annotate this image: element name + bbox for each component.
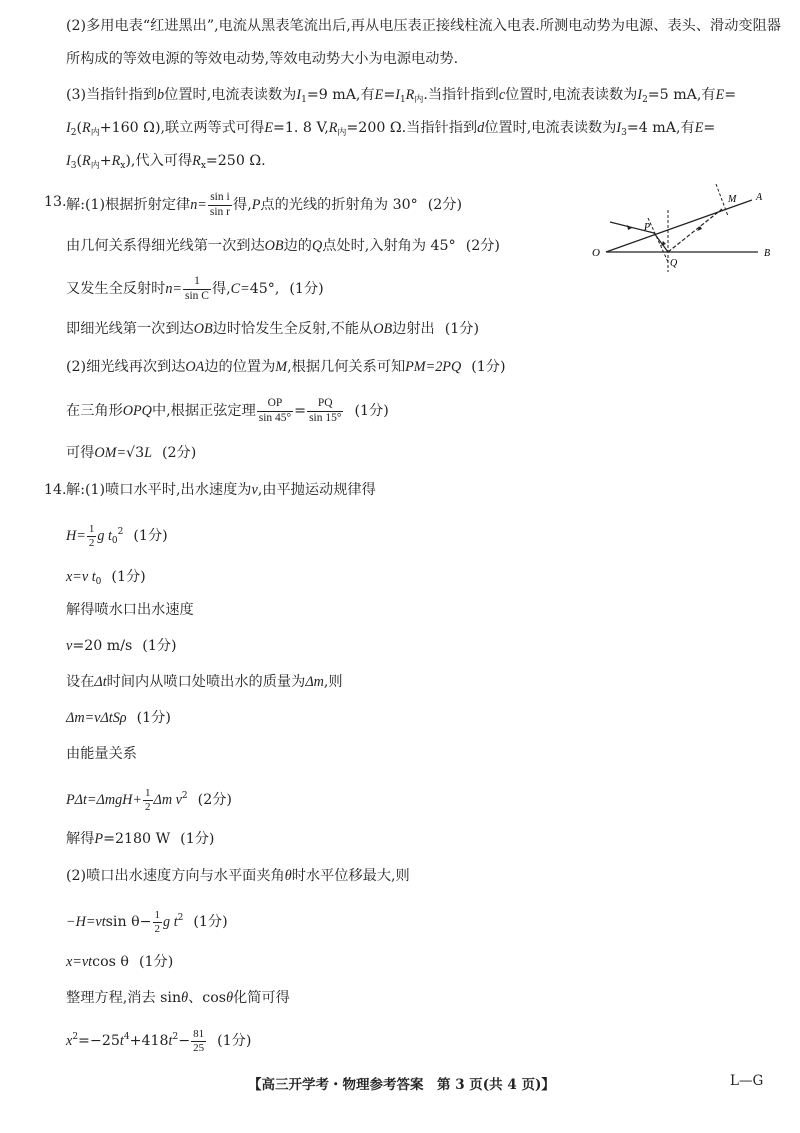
p12-line-5: [66, 151, 266, 176]
t: 位置时,电流表读数为: [484, 120, 617, 136]
t: 1: [301, 95, 307, 105]
t: 时间内从喷口处喷出水的质量为: [106, 674, 306, 690]
t: E: [374, 87, 384, 103]
t: 解得: [66, 831, 95, 847]
q14-line-6: [66, 672, 343, 692]
t: 中,根据正弦定理: [151, 403, 256, 419]
t: (: [76, 153, 83, 169]
score: (1分): [471, 359, 506, 375]
t: OB: [373, 321, 393, 337]
t: 位置时,电流表读数为: [164, 87, 297, 103]
score: (1分): [444, 321, 479, 337]
t: 3: [621, 128, 627, 138]
fraction: [307, 398, 343, 424]
q13-line-7: [66, 443, 196, 463]
q13-line-5: [66, 357, 506, 377]
t: =: [294, 403, 307, 419]
fraction: [143, 788, 153, 813]
score: (1分): [136, 710, 171, 726]
label-q: Q: [670, 258, 678, 269]
score: (2分): [465, 238, 500, 254]
t: OB: [193, 321, 213, 337]
score: (1分): [133, 528, 168, 544]
p12-line-4: [66, 118, 715, 143]
t: c: [498, 87, 506, 103]
t: θ: [226, 990, 234, 1006]
t: E: [715, 87, 725, 103]
score: (2分): [162, 445, 197, 461]
q13-line-1: [66, 192, 462, 218]
numerator: 81: [193, 1027, 205, 1040]
t: 45°,: [249, 281, 280, 297]
t: 位置时,电流表读数为: [505, 87, 638, 103]
q14-line-8: 由能量关系: [66, 746, 137, 762]
t: 可得: [66, 445, 95, 461]
t: (2)喷口出水速度方向与水平面夹角: [66, 868, 285, 884]
q14-line-12: [66, 908, 228, 935]
p12-line-1: (2)多用电表“红进黑出”,电流从黑表笔流出后,再从电压表正接线柱流入电表.所测电动势为电源、表头、滑动变阻器: [66, 18, 781, 34]
denominator: 25: [193, 1041, 205, 1054]
t: R: [82, 153, 91, 169]
t: 1: [399, 95, 406, 105]
t: 得,: [233, 197, 252, 213]
t: −: [178, 1033, 191, 1049]
t: =−25: [78, 1033, 120, 1049]
denominator: sin 15°: [309, 411, 342, 424]
p12-line-3: [66, 85, 736, 110]
t: R: [328, 120, 338, 136]
t: 内: [90, 161, 100, 171]
score: (2分): [197, 792, 232, 808]
t: 、cos: [188, 990, 227, 1006]
t: x=vt: [66, 954, 93, 970]
t: OA: [185, 359, 205, 375]
t: 边射出: [392, 321, 435, 337]
q14-line-14: [66, 988, 290, 1008]
t: 即细光线第一次到达: [66, 321, 194, 337]
score: (1分): [111, 569, 146, 585]
t: 2: [72, 1032, 79, 1042]
label-m: M: [728, 194, 737, 205]
q14-line-13: [66, 952, 173, 972]
t: =5 mA,有: [647, 87, 716, 103]
t: 2: [172, 1032, 179, 1042]
t: P: [94, 831, 104, 847]
t: Δm v: [153, 792, 182, 808]
t: =1. 8 V,: [272, 120, 329, 136]
t: 解:(1)根据折射定律: [66, 197, 191, 213]
t: n=: [165, 281, 182, 297]
q14-number: 14.: [44, 482, 67, 498]
t: 内: [414, 95, 424, 105]
fraction: [153, 910, 163, 935]
score: (2分): [427, 197, 463, 213]
paper-code: L—G: [730, 1073, 764, 1089]
q13-number: 13.: [44, 194, 67, 210]
t: PM=2PQ: [405, 359, 462, 375]
t: sin θ−: [105, 914, 152, 930]
t: 3: [70, 161, 77, 171]
optics-figure: [588, 180, 774, 276]
fraction: [183, 276, 211, 302]
t: P: [251, 197, 261, 213]
t: =4 mA,有: [626, 120, 695, 136]
t: I: [637, 87, 643, 103]
t: Δm: [305, 674, 324, 690]
denominator: sin r: [209, 205, 230, 218]
t: +160 Ω),联立两等式可得: [99, 120, 265, 136]
score: (1分): [138, 954, 174, 970]
t: b: [157, 87, 165, 103]
t: x: [66, 1033, 73, 1049]
denominator: 2: [145, 800, 151, 813]
q14-line-3: [66, 567, 146, 592]
t: 边的位置为: [204, 359, 276, 375]
t: +418: [129, 1033, 169, 1049]
t: 化简可得: [233, 990, 290, 1006]
numerator: sin i: [208, 192, 232, 206]
t: 内: [90, 128, 100, 138]
score: (1分): [289, 281, 324, 297]
t: θ: [181, 990, 189, 1006]
t: v: [66, 638, 73, 654]
score: (1分): [142, 638, 177, 654]
numerator: 1: [183, 276, 211, 290]
t: (2)细光线再次到达: [66, 359, 186, 375]
t: √3: [126, 445, 145, 461]
q13-line-4: [66, 319, 479, 339]
t: g t: [97, 528, 112, 544]
t: =9 mA,有: [306, 87, 375, 103]
t: x: [200, 161, 206, 171]
label-a: A: [756, 192, 763, 203]
t: 点的光线的折射角为 30°: [260, 197, 418, 213]
t: L: [144, 445, 152, 461]
t: 整理方程,消去 sin: [66, 990, 182, 1006]
q14-line-7: [66, 708, 171, 728]
t: I: [66, 120, 71, 136]
score: (1分): [217, 1033, 252, 1049]
t: ),代入可得: [125, 153, 193, 169]
score: (1分): [354, 403, 389, 419]
q14-line-15: [66, 1027, 251, 1054]
denominator: 2: [88, 536, 95, 549]
t: Δm=vΔtSρ: [66, 710, 127, 726]
t: Δt: [94, 674, 107, 690]
score: (1分): [180, 831, 215, 847]
t: ,由平抛运动规律得: [257, 482, 376, 498]
t: x=v t: [66, 569, 96, 585]
t: d: [477, 120, 485, 136]
label-b: B: [764, 248, 771, 259]
denominator: sin 45°: [258, 411, 292, 424]
q13-line-6: [66, 398, 389, 424]
t: R: [82, 120, 91, 136]
numerator: PQ: [307, 398, 343, 412]
t: v: [251, 482, 258, 498]
ray-pq: [654, 233, 668, 252]
t: θ: [284, 868, 292, 884]
t: E: [694, 120, 704, 136]
t: C=: [230, 281, 250, 297]
t: =: [383, 87, 396, 103]
label-o: O: [592, 247, 600, 259]
t: =: [724, 87, 737, 103]
fraction: [257, 398, 293, 424]
t: =250 Ω.: [205, 153, 266, 169]
t: 时水平位移最大,则: [291, 868, 410, 884]
t: 2: [642, 95, 648, 105]
t: 解:(1)喷口水平时,出水速度为: [66, 482, 252, 498]
t: 设在: [66, 674, 95, 690]
t: ,根据几何关系可知: [287, 359, 406, 375]
t: Q: [311, 238, 323, 254]
t: 内: [337, 128, 347, 138]
fraction: [87, 524, 97, 549]
t: R: [111, 153, 121, 169]
t: (3)当指针指到: [66, 87, 158, 103]
denominator: 2: [154, 922, 161, 935]
t: ,则: [323, 674, 343, 690]
t: g t: [163, 914, 178, 930]
t: =2180 W: [103, 831, 171, 847]
q13-line-2: [66, 236, 500, 256]
t: +: [99, 153, 112, 169]
t: (: [76, 120, 83, 136]
q14-line-5: [66, 636, 177, 656]
t: 边的: [283, 238, 312, 254]
t: 2: [117, 527, 124, 537]
t: M: [275, 359, 288, 375]
fraction: [191, 1029, 206, 1054]
t: −H=vt: [66, 914, 106, 930]
p12-line-2: 所构成的等效电源的等效电动势,等效电动势大小为电源电动势.: [66, 51, 459, 67]
numerator: 1: [154, 908, 161, 921]
q14-line-11: [66, 866, 410, 886]
t: R: [405, 87, 415, 103]
t: 2: [177, 913, 184, 923]
t: H=: [66, 528, 86, 544]
t: =200 Ω.当指针指到: [346, 120, 478, 136]
ray-qm: [668, 209, 722, 252]
denominator: sin C: [185, 289, 209, 302]
t: 0: [95, 577, 102, 587]
t: 得,: [211, 281, 231, 297]
q14-line-9: [66, 786, 232, 813]
t: R: [192, 153, 201, 169]
t: I: [395, 87, 400, 103]
t: 2: [70, 128, 77, 138]
q14-line-2: [66, 522, 168, 551]
t: t: [168, 1033, 173, 1049]
t: PΔt=ΔmgH+: [66, 792, 142, 808]
numerator: 1: [145, 786, 151, 799]
t: OM=: [94, 445, 127, 461]
t: 由几何关系得细光线第一次到达: [66, 238, 265, 254]
t: 边时恰发生全反射,不能从: [212, 321, 374, 337]
t: OB: [264, 238, 284, 254]
t: x: [120, 161, 126, 171]
q13-line-3: [66, 276, 324, 302]
t: I: [616, 120, 622, 136]
numerator: 1: [88, 522, 95, 535]
t: E: [264, 120, 273, 136]
t: =: [703, 120, 716, 136]
score: (1分): [193, 914, 228, 930]
t: I: [296, 87, 302, 103]
normal-p: [648, 218, 668, 262]
q14-line-10: [66, 829, 214, 849]
t: =20 m/s: [72, 638, 133, 654]
t: OPQ: [122, 403, 152, 419]
t: 2: [181, 791, 188, 801]
t: t: [119, 1033, 124, 1049]
q14-line-4: 解得喷水口出水速度: [66, 602, 194, 618]
fraction: [208, 192, 232, 218]
t: n=: [190, 197, 207, 213]
t: 4: [123, 1032, 130, 1042]
t: 点处时,入射角为 45°: [322, 238, 456, 254]
t: 在三角形: [66, 403, 123, 419]
t: I: [66, 153, 71, 169]
t: .当指针指到: [423, 87, 499, 103]
t: 又发生全反射时: [66, 281, 166, 297]
t: cos θ: [92, 954, 129, 970]
label-p: P: [644, 222, 651, 233]
numerator: OP: [257, 398, 293, 412]
t: 0: [111, 536, 118, 546]
q14-line-1: [66, 480, 376, 500]
page-footer: 【高三开学考・物理参考答案 第 3 页(共 4 页)】: [248, 1077, 555, 1093]
